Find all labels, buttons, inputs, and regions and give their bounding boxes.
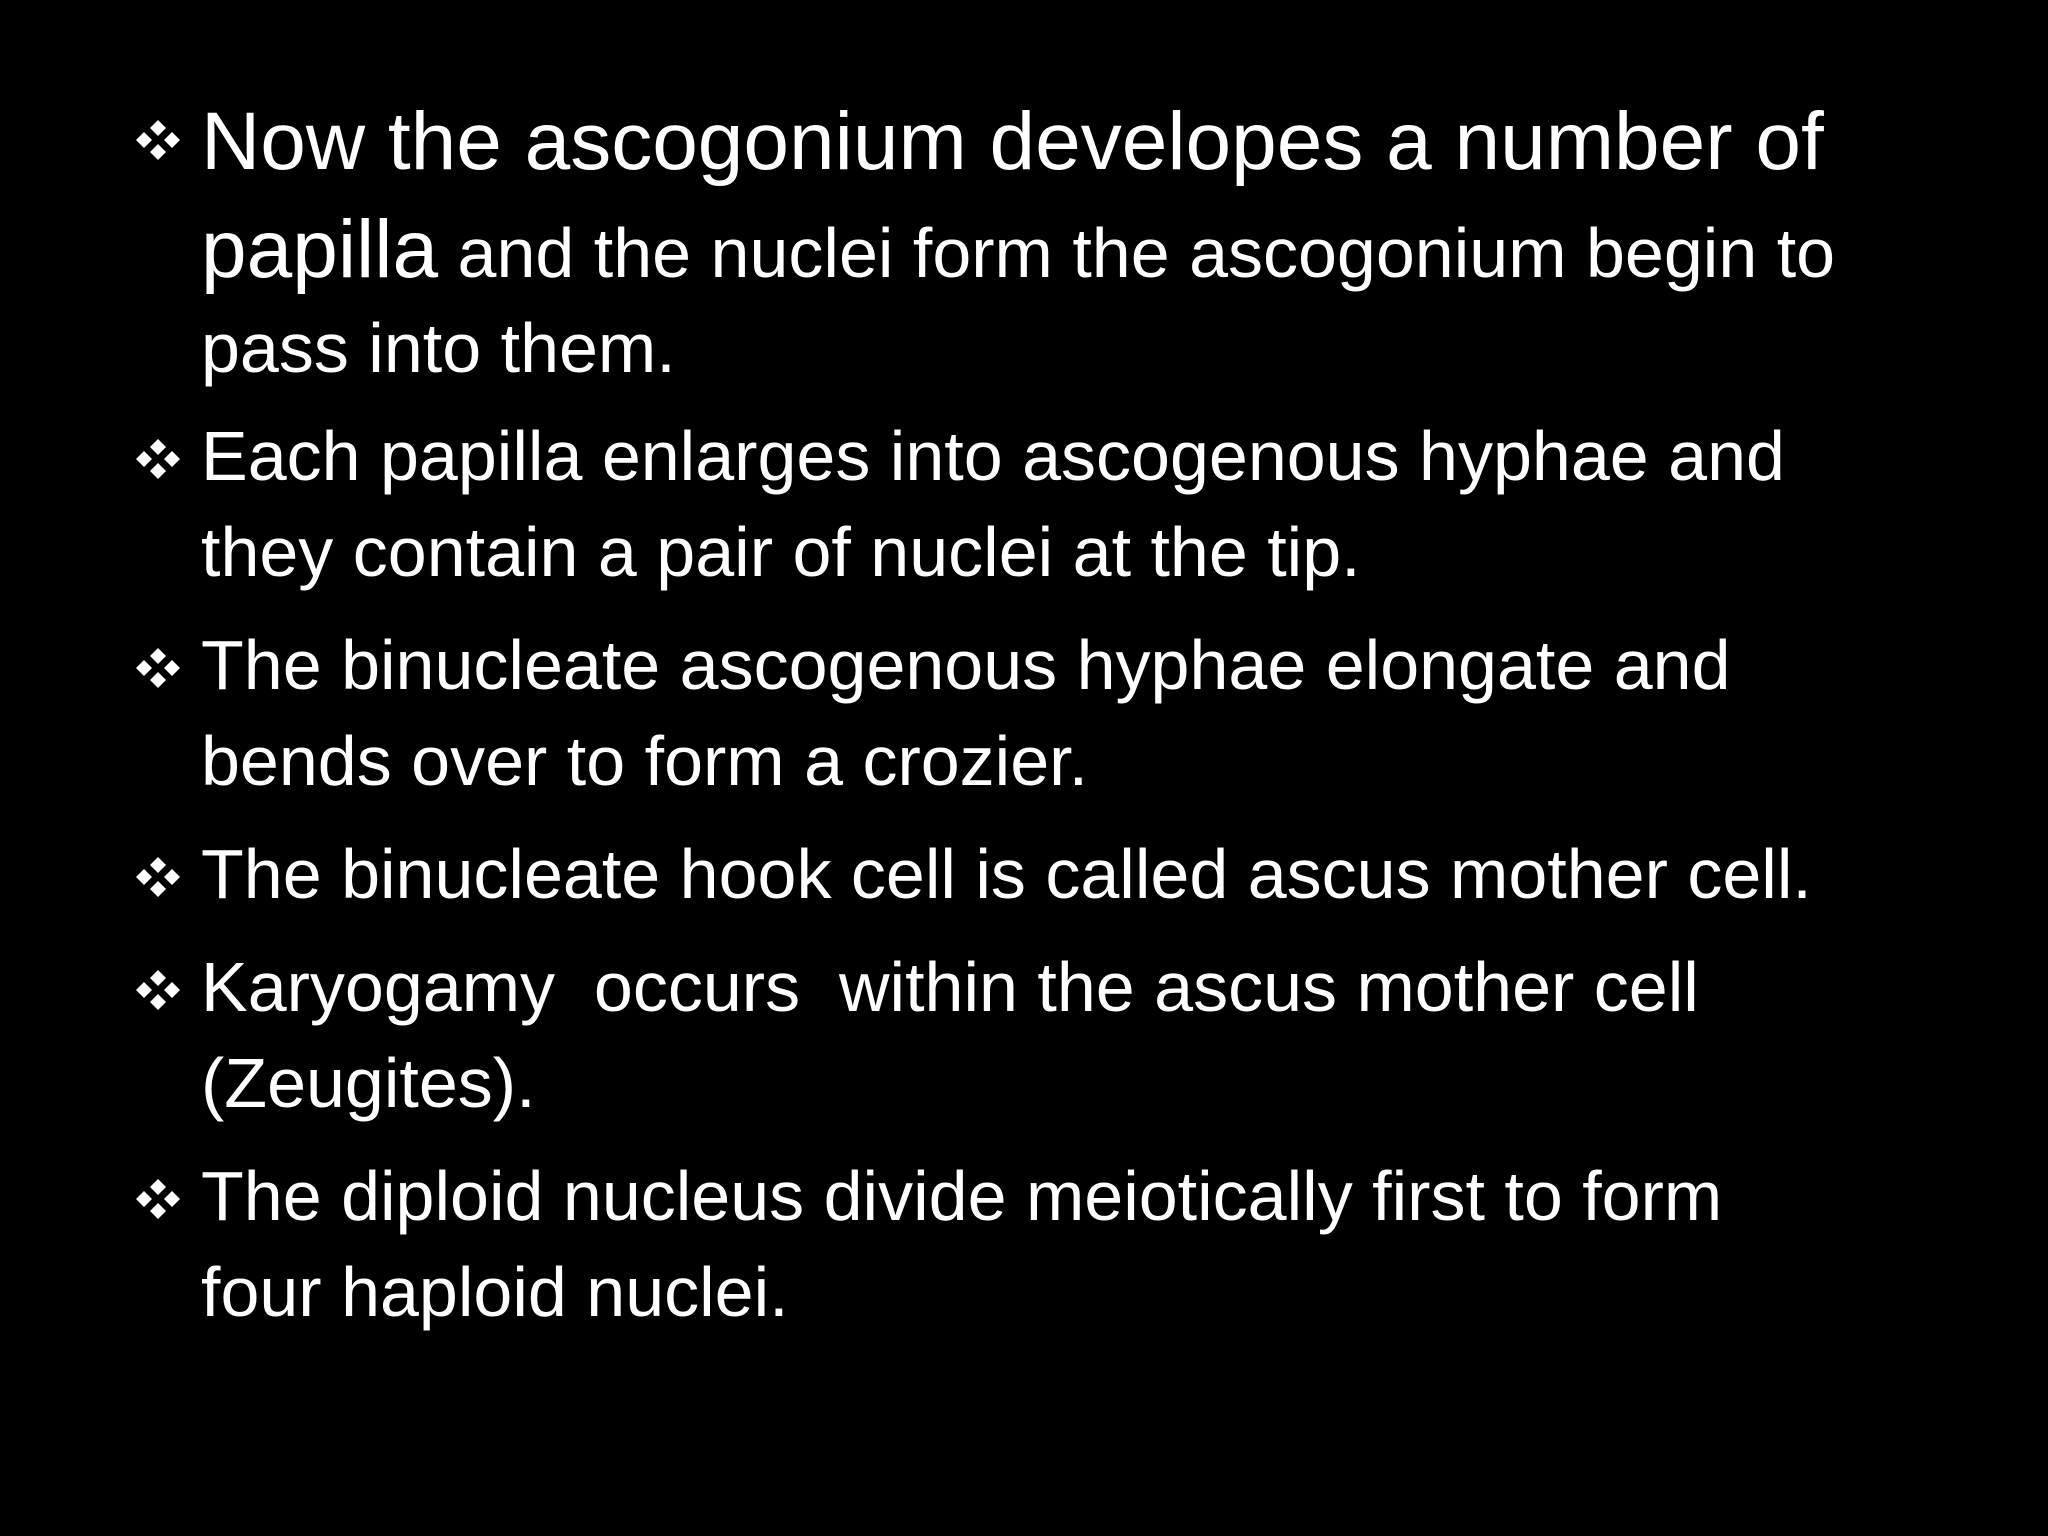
bullet-text-line — [201, 198, 1988, 305]
bullet-item — [128, 408, 1988, 600]
bullet-text-line: (Zeugites). — [201, 1044, 536, 1122]
bullet-text-line: bends over to form a crozier. — [201, 722, 1089, 800]
bullet-text-line: four haploid nuclei. — [201, 1253, 789, 1331]
four-diamond-bullet-icon — [128, 646, 188, 690]
bullet-text-line: The binucleate ascogenous hyphae elongate and — [201, 626, 1731, 704]
four-diamond-bullet-icon — [128, 1177, 188, 1221]
bullet-text-line: Karyogamy occurs within the ascus mother cell — [201, 948, 1699, 1026]
bullet-text-line: The diploid nucleus divide meiotically first to form — [201, 1157, 1723, 1235]
bullet-text-line: pass into them. — [201, 309, 676, 387]
bullet-text-line: Each papilla enlarges into ascogenous hyphae and — [201, 417, 1785, 495]
bullet-text-line: Now the ascogonium developes a number of — [201, 96, 1824, 187]
bullet-text-line: they contain a pair of nuclei at the tip. — [201, 513, 1361, 591]
bullet-item — [128, 617, 1988, 809]
four-diamond-bullet-icon — [128, 437, 188, 481]
four-diamond-bullet-icon — [128, 855, 188, 899]
bullet-item — [128, 939, 1988, 1131]
bullet-text-fragment: and the nuclei form the ascogonium begin to — [438, 214, 1836, 292]
bullet-item — [128, 1148, 1988, 1340]
four-diamond-bullet-icon — [128, 968, 188, 1012]
four-diamond-bullet-icon — [128, 118, 188, 162]
bullet-text-line: The binucleate hook cell is called ascus mother cell. — [201, 835, 1812, 913]
bullet-item — [128, 86, 1988, 391]
bullet-item — [128, 826, 1988, 922]
bullet-list — [128, 86, 1988, 1357]
emphasized-word: papilla — [201, 204, 439, 295]
